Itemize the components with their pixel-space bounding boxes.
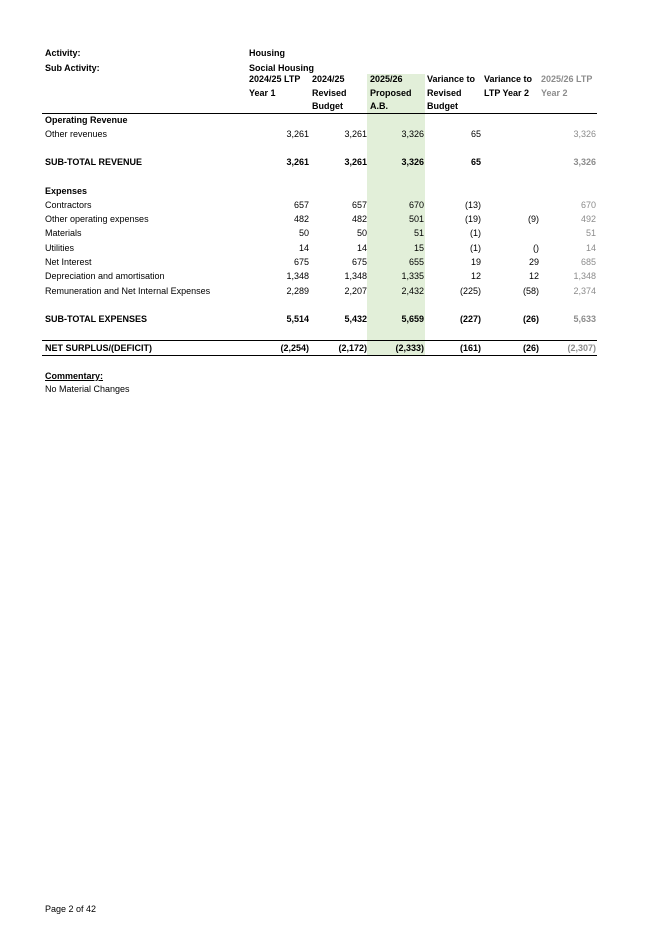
- total-top-rule: [42, 340, 597, 341]
- page-number: Page 2 of 42: [45, 904, 97, 914]
- column-header-proposed-ab: 2025/26 Proposed A.B.: [370, 74, 412, 111]
- sub-activity-value: Social Housing: [249, 63, 315, 73]
- column-header-ltp-year2: 2025/26 LTP Year 2: [541, 74, 593, 98]
- header-rule: [42, 113, 597, 114]
- commentary-heading: Commentary:: [45, 371, 104, 381]
- activity-value: Housing: [249, 48, 285, 58]
- column-header-variance-ltp: Variance to LTP Year 2: [484, 74, 533, 98]
- total-bottom-rule: [42, 355, 597, 356]
- activity-label: Activity:: [45, 48, 81, 58]
- report-page: Activity: Housing Sub Activity: Social Housing 2024/25 LTP Year 1 2024/25 Revised Budget 2025/26 Proposed A.B. Variance to Revised Budget Variance to LTP Year 2 2025/26 LTP Year 2 Operating Revenue Other revenues 3,261 3,261 3,326 65 3,326 SUB-TOTAL REVENUE 3,261 3,261 3,326 65 3,326 Expenses Contractors 657 657 670 (13) 670 Other operating expenses 482 482 501 (19) (9) 492 Materials 50 50 51 (1) 51 Utilities 14 14 15 (1) () 14 Net Interest 675 675 655 19 29 685 Depreciation and amortisation 1,348 1,348 1,335 12 12 1,348 Remuneration and Net Internal Expenses 2,289 2,207 2,432 (225) (58) 2,374 SUB-TOTAL EXPENSES 5,514 5,432 5,659 (227) (26) 5,633 NET SURPLUS/(DEFICIT) (2,254) (2,172) (2,333) (161) (26) (2,307) Commentary: No Material Changes Page 2 of 42: [0, 0, 645, 926]
- column-header-ltp-year1: 2024/25 LTP Year 1: [249, 74, 301, 98]
- column-header-variance-revised: Variance to Revised Budget: [427, 74, 476, 111]
- column-header-revised-budget: 2024/25 Revised Budget: [312, 74, 347, 111]
- section-operating-revenue: Operating Revenue: [45, 115, 128, 125]
- sub-activity-label: Sub Activity:: [45, 63, 100, 73]
- section-expenses: Expenses: [45, 186, 88, 196]
- commentary-text: No Material Changes: [45, 384, 130, 394]
